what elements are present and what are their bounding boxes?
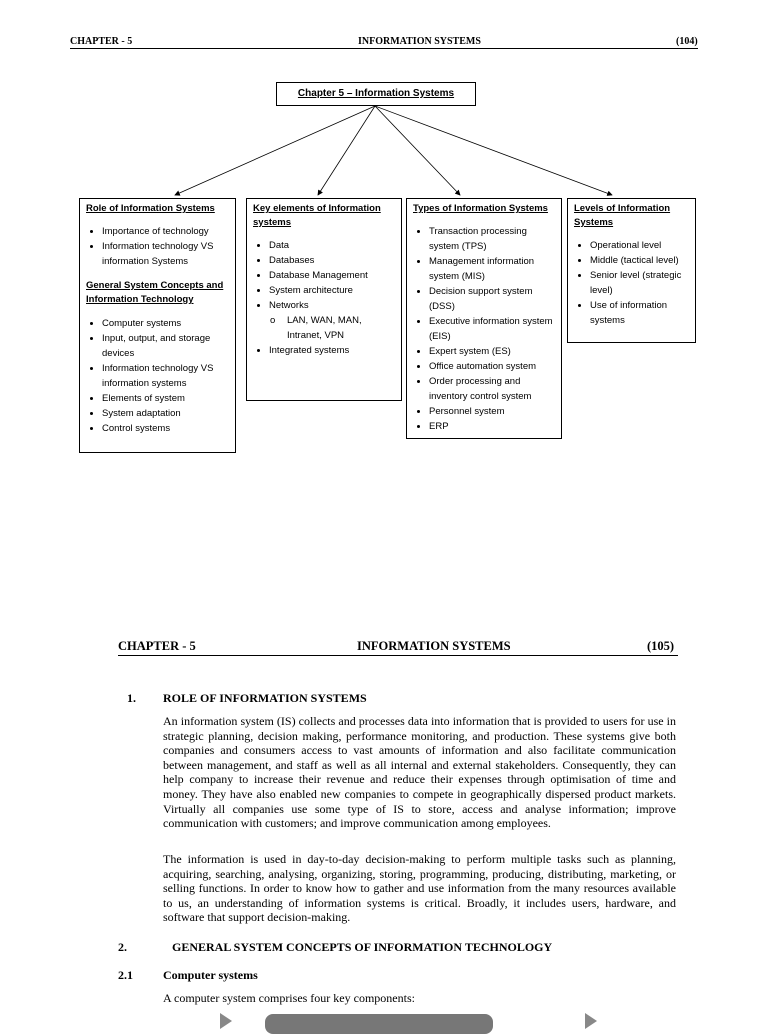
list-item: • Personnel system (429, 404, 555, 419)
list-item: • System adaptation (102, 406, 229, 421)
box-title: Types of Information Systems (413, 203, 548, 214)
root-title: Chapter 5 – Information Systems (297, 88, 455, 99)
header-rule (118, 655, 678, 656)
section-heading: ROLE OF INFORMATION SYSTEMS (163, 691, 367, 705)
box-title: Levels of Information Systems (574, 203, 671, 228)
diagram-arrow-shape (220, 1013, 232, 1029)
diagram-block-shape (265, 1014, 493, 1034)
list-item: • Information technology VS information systems (102, 361, 229, 391)
list-item: • Senior level (strategic level) (590, 268, 689, 298)
page-header-left: CHAPTER - 5 (118, 639, 196, 653)
list-item: • Information technology VS information Systems (102, 239, 229, 269)
list-item: • Computer systems (102, 316, 229, 331)
paragraph: An information system (IS) collects and processes data into information that is provided to users for use in strategic planning, decision making, performance monitoring, and production. These systems give both companies and consumers access to vast amounts of information and also facilitate communication between management, and staff as well as all internal and external stakeholders. Consequently, they can help company to increase their revenue and reduce their expenses through optimisation of time and money. They have also enabled new companies to compete in geographically dispersed product markets. Virtually all companies use some type of IS to store, access and analyse information; improve communication with customers; and improve communication among employees. (163, 714, 676, 831)
list-item: • Elements of system (102, 391, 229, 406)
subsection-heading: Computer systems (163, 968, 258, 982)
page-number: (104) (676, 36, 698, 47)
box-levels-of-is (567, 198, 696, 343)
list-item: • Input, output, and storage devices (102, 331, 229, 361)
list-item: • Operational level (590, 238, 689, 253)
list-item: • Integrated systems (269, 343, 395, 358)
diagram-connectors (0, 0, 768, 220)
list-item: • ERP (429, 419, 555, 434)
list-item: • System architecture (269, 283, 395, 298)
connector-arrow (318, 106, 375, 195)
page-header-center: INFORMATION SYSTEMS (358, 36, 481, 47)
box-types-of-is (406, 198, 562, 439)
list-item: • Management information system (MIS) (429, 254, 555, 284)
box-key-elements (246, 198, 402, 401)
box-title: Role of Information Systems (86, 203, 215, 214)
list-item: • Executive information system (EIS) (429, 314, 555, 344)
nested-list-item: o LAN, WAN, MAN, Intranet, VPN (287, 313, 395, 343)
box-role-of-is (79, 198, 236, 453)
list-item: • Databases (269, 253, 395, 268)
list-item: • Control systems (102, 421, 229, 436)
paragraph: The information is used in day-to-day decision-making to perform multiple tasks such as planning, acquiring, searching, analysing, organizing, storing, programming, producing, distributing, marketing, or selling functions. In order to know how to gather and use information from the many resources available to us, an understanding of information systems is critical. Broadly, it includes users, hardware, and software that support decision-making. (163, 852, 676, 925)
section-number: 2. (118, 940, 127, 954)
list-item: • Middle (tactical level) (590, 253, 689, 268)
list-item: • Use of information systems (590, 298, 689, 328)
section-heading: GENERAL SYSTEM CONCEPTS OF INFORMATION TECHNOLOGY (172, 940, 553, 954)
list-item: • Expert system (ES) (429, 344, 555, 359)
connector-arrow (375, 106, 612, 195)
list-item: • Order processing and inventory control system (429, 374, 555, 404)
box-subtitle: General System Concepts and Information Technology (86, 280, 224, 305)
section-number: 1. (127, 691, 136, 705)
list-item: • Transaction processing system (TPS) (429, 224, 555, 254)
list-item: • Data (269, 238, 395, 253)
page-header-left: CHAPTER - 5 (70, 36, 133, 47)
list-item: • Decision support system (DSS) (429, 284, 555, 314)
connector-arrow (175, 106, 375, 195)
page-number: (105) (647, 639, 675, 653)
subsection-number: 2.1 (118, 968, 133, 982)
list-item-label: Networks (269, 300, 309, 311)
page-header-center: INFORMATION SYSTEMS (357, 639, 511, 653)
diagram-root (276, 82, 476, 106)
paragraph: A computer system comprises four key components: (163, 991, 415, 1005)
list-item: • Importance of technology (102, 224, 229, 239)
box-title: Key elements of Information systems (253, 203, 381, 228)
list-item: • Database Management (269, 268, 395, 283)
connector-arrow (375, 106, 460, 195)
diagram-arrow-shape (585, 1013, 597, 1029)
list-item (269, 298, 395, 343)
list-item: • Office automation system (429, 359, 555, 374)
